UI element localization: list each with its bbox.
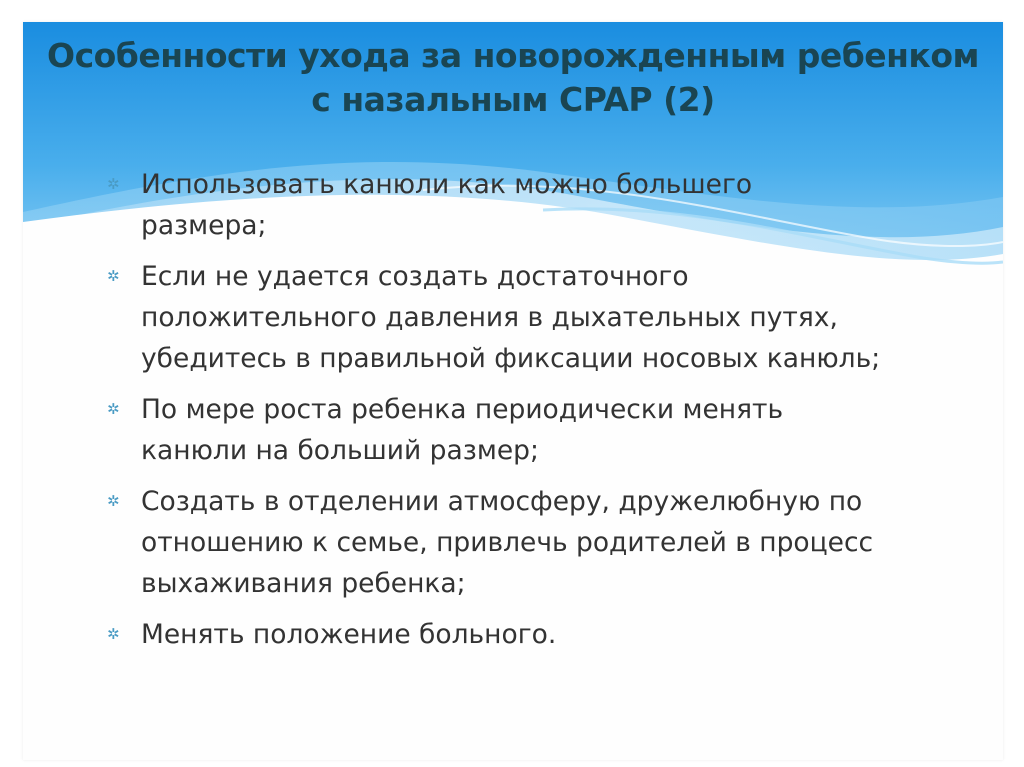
bullet-item <box>107 481 967 604</box>
bullet-line: положительного давления в дыхательных путях, <box>141 302 838 333</box>
asterisk-icon: ✲ <box>107 625 120 643</box>
bullet-item <box>107 614 967 655</box>
asterisk-icon: ✲ <box>107 267 120 285</box>
bullet-list <box>107 164 967 665</box>
slide <box>23 22 1003 760</box>
bullet-line: выхаживания ребенка; <box>141 568 466 599</box>
bullet-line: По мере роста ребенка периодически менять <box>141 394 784 425</box>
bullet-line: отношению к семье, привлечь родителей в процесс <box>141 527 874 558</box>
bullet-line: Использовать канюли как можно большего <box>141 169 753 200</box>
bullet-line: убедитесь в правильной фиксации носовых канюль; <box>141 343 881 374</box>
bullet-line: канюли на больший размер; <box>141 435 539 466</box>
bullet-line: размера; <box>141 210 267 241</box>
bullet-line: Создать в отделении атмосферу, дружелюбную по <box>141 486 863 517</box>
bullet-line: Менять положение больного. <box>141 619 557 650</box>
asterisk-icon: ✲ <box>107 400 120 418</box>
asterisk-icon: ✲ <box>107 175 120 193</box>
title-line-1: Особенности ухода за новорожденным ребенком <box>47 36 979 75</box>
bullet-item <box>107 164 967 246</box>
bullet-item <box>107 256 967 379</box>
bullet-line: Если не удается создать достаточного <box>141 261 689 292</box>
asterisk-icon: ✲ <box>107 492 120 510</box>
slide-title <box>43 34 983 122</box>
title-line-2: с назальным CPAP (2) <box>311 80 715 119</box>
bullet-item <box>107 389 967 471</box>
